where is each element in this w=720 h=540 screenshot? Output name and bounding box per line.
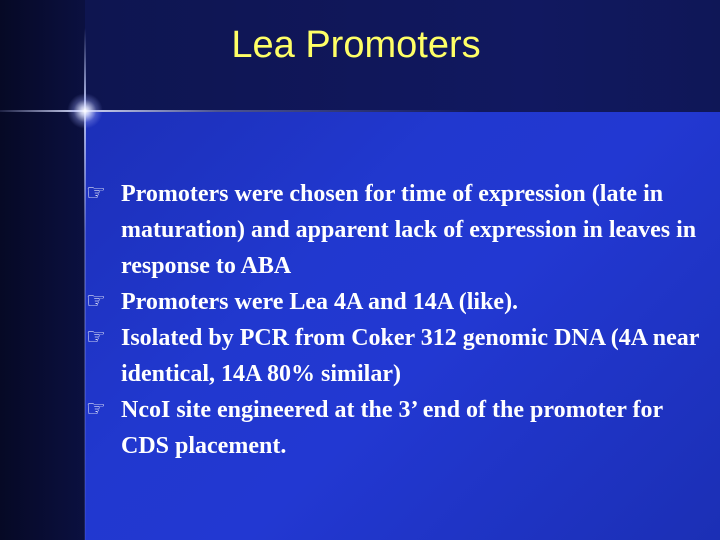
bullet-list bbox=[86, 176, 706, 464]
bullet-item bbox=[86, 284, 706, 320]
pointing-hand-icon: ☞ bbox=[86, 181, 106, 206]
slide-title: Lea Promoters bbox=[231, 24, 481, 66]
pointing-hand-icon: ☞ bbox=[86, 397, 106, 422]
star-flare-icon bbox=[67, 93, 103, 129]
bullet-item bbox=[86, 392, 706, 464]
left-strip bbox=[0, 0, 85, 540]
bullet-text: NcoI site engineered at the 3’ end of the promoter for CDS placement. bbox=[121, 397, 663, 459]
bullet-text: Promoters were Lea 4A and 14A (like). bbox=[121, 289, 519, 315]
pointing-hand-icon: ☞ bbox=[86, 325, 106, 350]
bullet-item bbox=[86, 320, 706, 392]
bullet-text: Isolated by PCR from Coker 312 genomic DNA (4A near identical, 14A 80% similar) bbox=[121, 325, 699, 387]
bullet-item bbox=[86, 176, 706, 284]
pointing-hand-icon: ☞ bbox=[86, 289, 106, 314]
bullet-text: Promoters were chosen for time of expression (late in maturation) and apparent lack of expression in leaves in response to ABA bbox=[121, 181, 697, 279]
